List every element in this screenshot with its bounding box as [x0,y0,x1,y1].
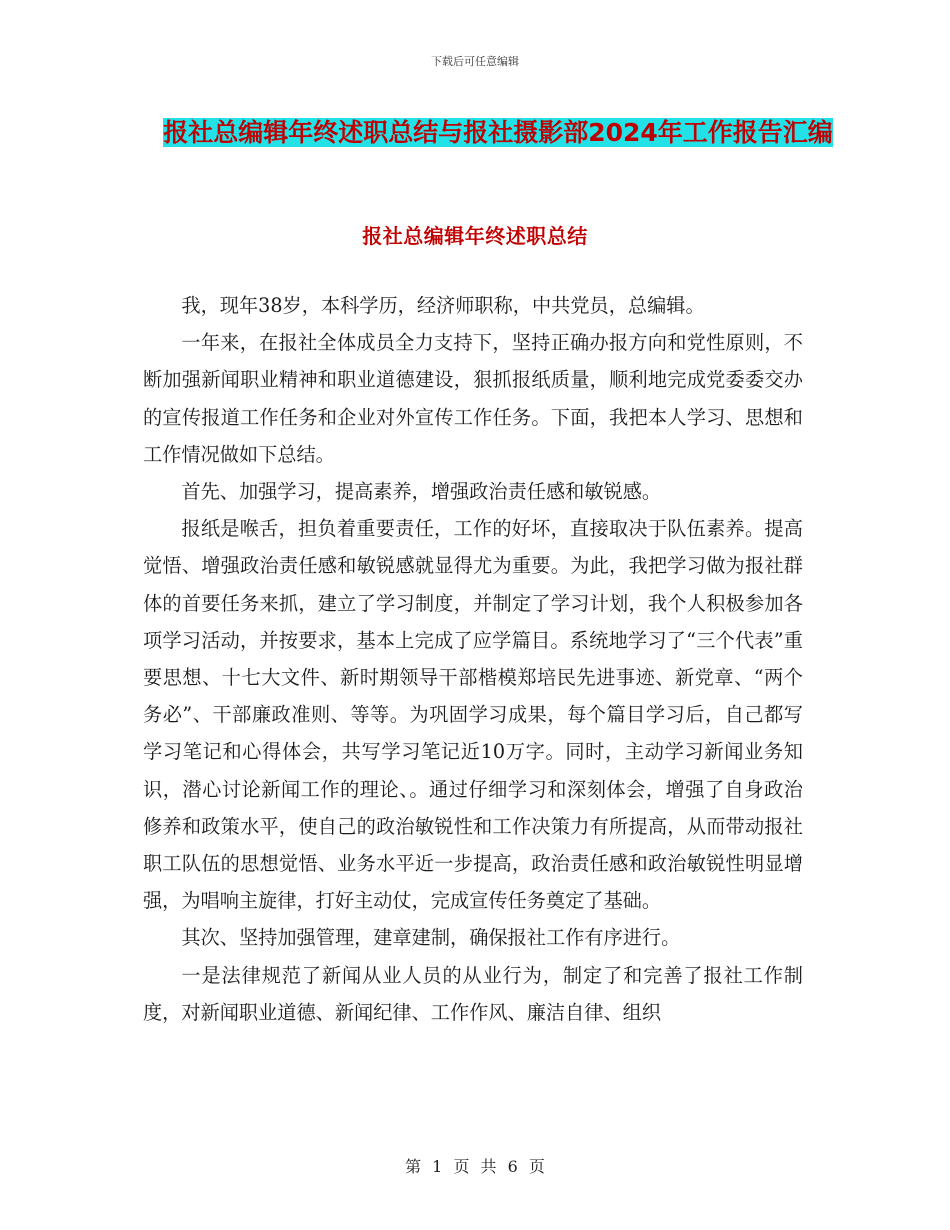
paragraph: 一年来，在报社全体成员全力支持下，坚持正确办报方向和党性原则，不断加强新闻职业精神和职业道德建设，狠抓报纸质量，顺利地完成党委委交办的宣传报道工作任务和企业对外宣传工作任务。下面，我把本人学习、思想和工作情况做如下总结。 [143,331,803,466]
document-title [140,108,856,158]
page-number-footer: 第 1 页 共 6 页 [405,1157,545,1176]
document-title-text: 报社总编辑年终述职总结与报社摄影部2024年工作报告汇编 [163,118,833,147]
document-body [143,287,803,1031]
paragraph: 首先、加强学习，提高素养，增强政治责任感和敏锐感。 [181,480,662,504]
paragraph: 报纸是喉舌，担负着重要责任，工作的好坏，直接取决于队伍素养。提高觉悟、增强政治责任感和敏锐感就显得尤为重要。为此，我把学习做为报社群体的首要任务来抓，建立了学习制度，并制定了学习计划，我个人积极参加各项学习活动，并按要求，基本上完成了应学篇目。系统地学习了“三个代表”重要思想、十七大文件、新时期领导干部楷模郑培民先进事迹、新党章、“两个务必”、干部廉政准则、等等。为巩固学习成果，每个篇目学习后，自己都写学习笔记和心得体会，共写学习笔记近10万字。同时，主动学习新闻业务知识，潜心讨论新闻工作的理论、。通过仔细学习和深刻体会，增强了自身政治修养和政策水平，使自己的政治敏锐性和工作决策力有所提高，从而带动报社职工队伍的思想觉悟、业务水平近一步提高，政治责任感和政治敏锐性明显增强，为唱响主旋律，打好主动仗，完成宣传任务奠定了基础。 [143,517,803,913]
section-title: 报社总编辑年终述职总结 [362,224,588,248]
paragraph: 一是法律规范了新闻从业人员的从业行为，制定了和完善了报社工作制度，对新闻职业道德、新闻纪律、工作作风、廉洁自律、组织 [143,963,803,1024]
paragraph: 我，现年38岁，本科学历，经济师职称，中共党员，总编辑。 [181,294,705,317]
paragraph: 其次、坚持加强管理，建章建制，确保报社工作有序进行。 [181,926,681,950]
header-note: 下载后可任意编辑 [431,55,519,68]
